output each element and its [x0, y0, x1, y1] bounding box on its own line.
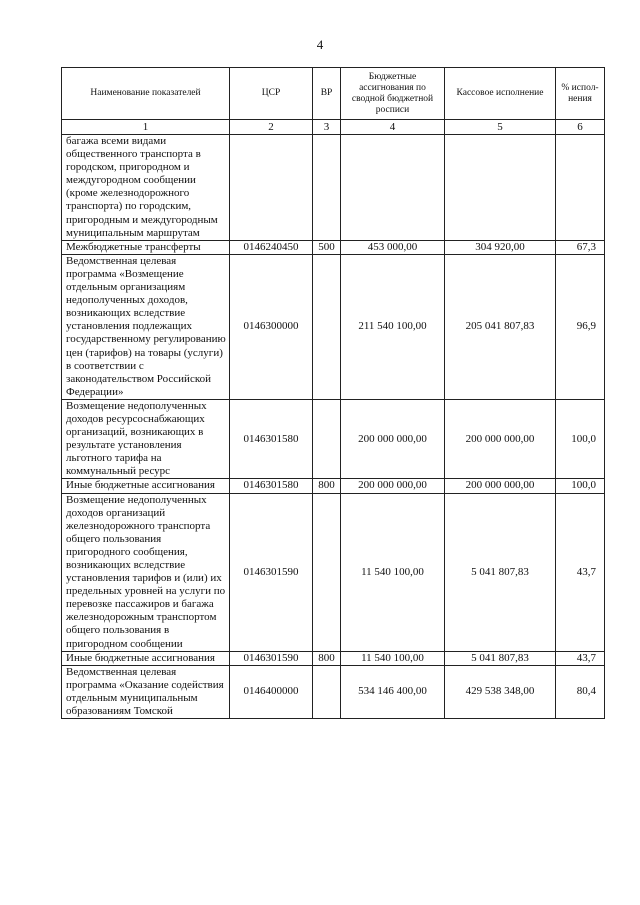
row-budget: 11 540 100,00: [341, 651, 445, 665]
column-number: 1: [62, 120, 230, 135]
row-vr: [313, 399, 341, 479]
row-budget: 200 000 000,00: [341, 399, 445, 479]
table-row: [62, 399, 605, 479]
row-percent: 43,7: [556, 651, 605, 665]
budget-execution-table: [61, 67, 605, 719]
table-row: [62, 254, 605, 399]
row-cash: 304 920,00: [445, 240, 556, 254]
row-percent: 80,4: [556, 665, 605, 718]
column-number: 2: [230, 120, 313, 135]
row-name: Межбюджетные трансферты: [62, 240, 230, 254]
table-row: [62, 493, 605, 651]
row-cash: 205 041 807,83: [445, 254, 556, 399]
row-vr: [313, 254, 341, 399]
table-row: [62, 135, 605, 241]
column-number: 6: [556, 120, 605, 135]
row-vr: 800: [313, 651, 341, 665]
row-vr: 500: [313, 240, 341, 254]
row-csr: 0146300000: [230, 254, 313, 399]
row-cash: 429 538 348,00: [445, 665, 556, 718]
row-name: Иные бюджетные ассигнования: [62, 651, 230, 665]
table-row: [62, 665, 605, 718]
row-name: Возмещение недополученных доходов ресурсоснабжающих организаций, возникающих в результате установления льготного тарифа на коммунальный ресурс: [62, 399, 230, 479]
row-percent: 67,3: [556, 240, 605, 254]
header-percent: % испол-нения: [556, 68, 605, 120]
row-name: Возмещение недополученных доходов организаций железнодорожного транспорта общего пользования пригородного сообщения, возникающих вследствие установления тарифов и (или) их предельных уровней на услуги по перевозке пассажиров и багажа железнодорожным транспортом общего пользования в пригородном сообщении: [62, 493, 230, 651]
row-budget: 200 000 000,00: [341, 479, 445, 493]
row-csr: 0146301580: [230, 399, 313, 479]
row-cash: 200 000 000,00: [445, 479, 556, 493]
row-percent: 100,0: [556, 479, 605, 493]
row-percent: 96,9: [556, 254, 605, 399]
row-name: Ведомственная целевая программа «Возмещение отдельным организациям недополученных доходов, возникающих вследствие установления подлежащих государственному регулированию цен (тарифов) на товары (услуги) в соответствии с законодательством Российской Федерации»: [62, 254, 230, 399]
table-row: [62, 479, 605, 493]
row-vr: [313, 493, 341, 651]
row-budget: [341, 135, 445, 241]
table-row: [62, 240, 605, 254]
table-row: [62, 651, 605, 665]
row-budget: 211 540 100,00: [341, 254, 445, 399]
row-cash: 5 041 807,83: [445, 493, 556, 651]
row-budget: 453 000,00: [341, 240, 445, 254]
header-name: Наименование показателей: [62, 68, 230, 120]
row-csr: 0146400000: [230, 665, 313, 718]
row-budget: 534 146 400,00: [341, 665, 445, 718]
row-percent: 43,7: [556, 493, 605, 651]
page-number: 4: [316, 37, 324, 52]
column-number: 5: [445, 120, 556, 135]
row-cash: 200 000 000,00: [445, 399, 556, 479]
header-row: [62, 68, 605, 120]
row-csr: 0146301580: [230, 479, 313, 493]
column-number-row: [62, 120, 605, 135]
header-vr: ВР: [313, 68, 341, 120]
row-csr: 0146301590: [230, 493, 313, 651]
header-csr: ЦСР: [230, 68, 313, 120]
row-csr: [230, 135, 313, 241]
row-percent: 100,0: [556, 399, 605, 479]
column-number: 3: [313, 120, 341, 135]
row-vr: 800: [313, 479, 341, 493]
row-budget: 11 540 100,00: [341, 493, 445, 651]
row-vr: [313, 135, 341, 241]
row-cash: [445, 135, 556, 241]
row-percent: [556, 135, 605, 241]
row-vr: [313, 665, 341, 718]
row-name: багажа всеми видами общественного транспорта в городском, пригородном и междугородном сообщении (кроме железнодорожного транспорта) по городским, пригородным и междугородным муниципальным маршрутам: [62, 135, 230, 241]
header-budget: Бюджетные ассигнования по сводной бюджетной росписи: [341, 68, 445, 120]
row-csr: 0146240450: [230, 240, 313, 254]
column-number: 4: [341, 120, 445, 135]
row-name: Иные бюджетные ассигнования: [62, 479, 230, 493]
row-name: Ведомственная целевая программа «Оказание содействия отдельным муниципальным образованиям Томской: [62, 665, 230, 718]
row-csr: 0146301590: [230, 651, 313, 665]
header-cash: Кассовое исполнение: [445, 68, 556, 120]
row-cash: 5 041 807,83: [445, 651, 556, 665]
